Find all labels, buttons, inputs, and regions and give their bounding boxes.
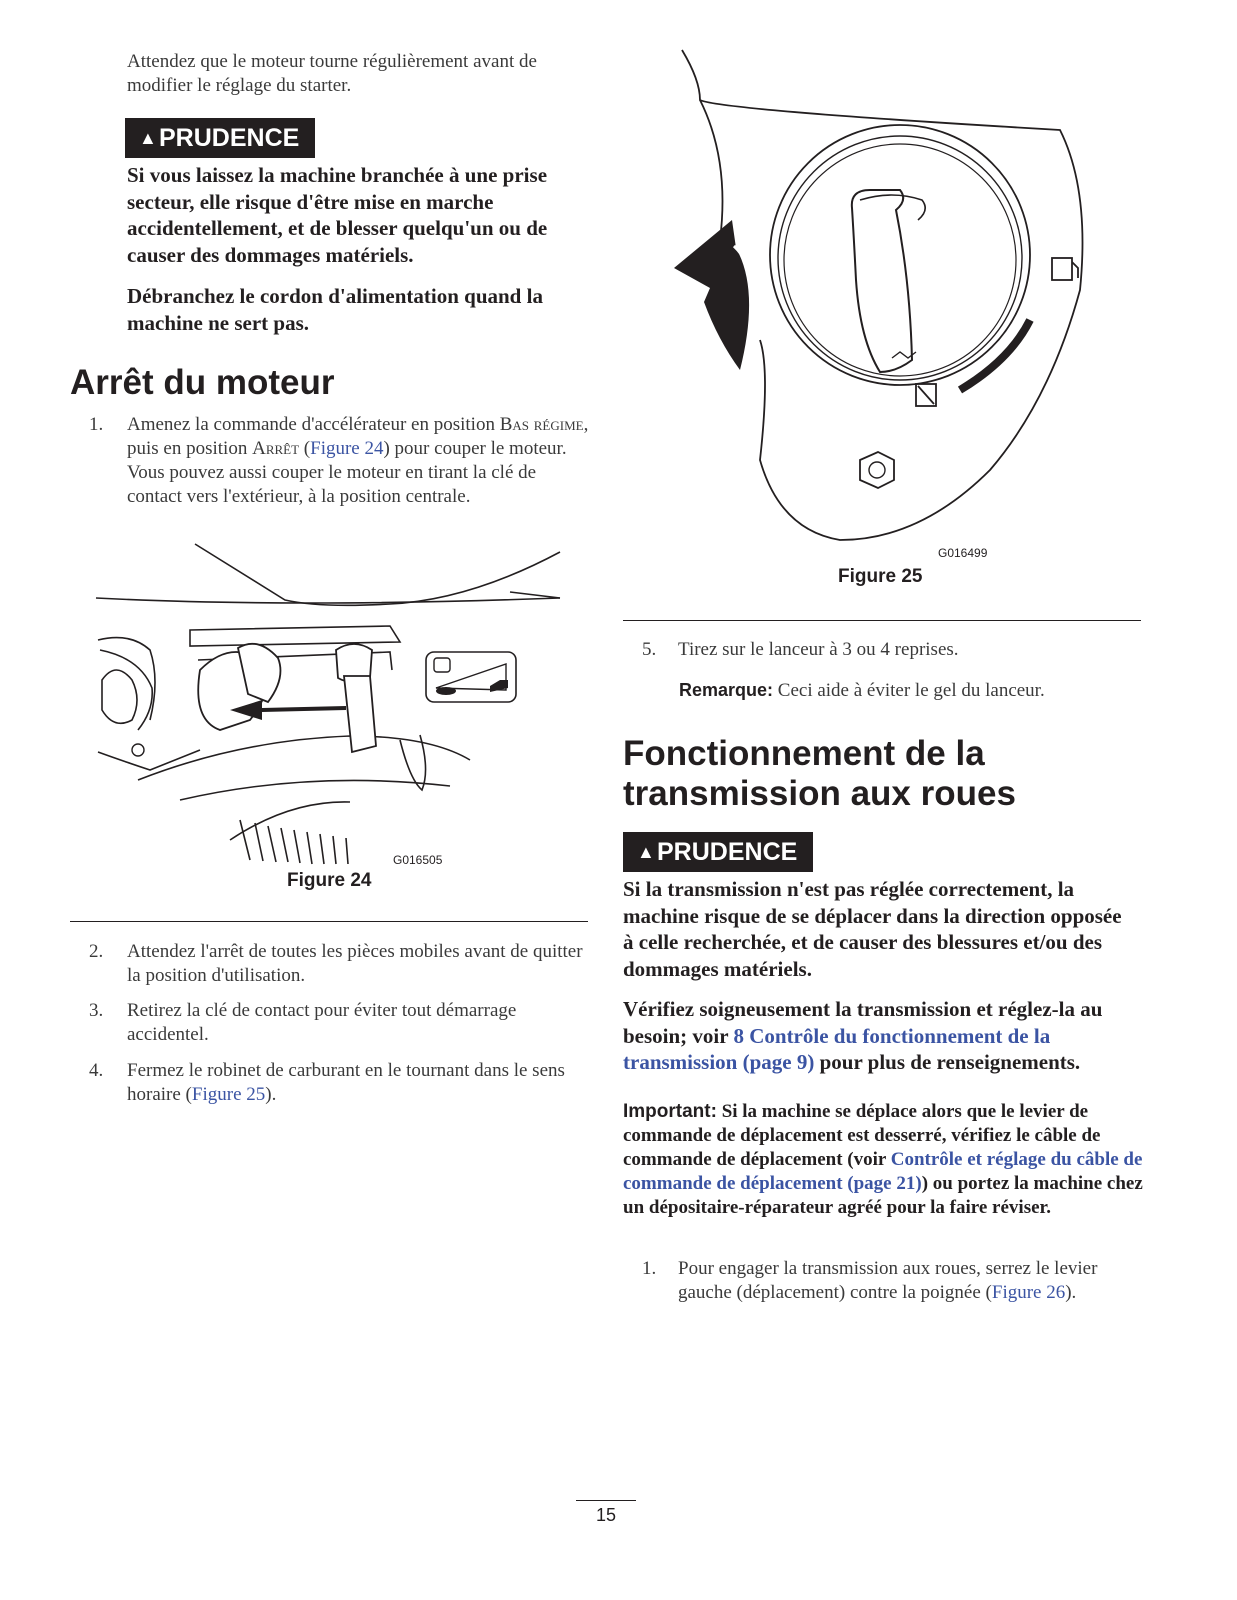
intro-paragraph: Attendez que le moteur tourne régulièrement avant de modifier le réglage du starter. [127,51,537,96]
step-number: 2. [89,941,104,962]
step-text: Retirez la clé de contact pour éviter tout démarrage accidentel. [127,1000,517,1045]
step-text: , puis en position [127,414,589,459]
caution-label: PRUDENCE [159,124,300,152]
caution-text: Vérifiez soigneusement la transmission et réglez-la au besoin; voir [623,997,1103,1048]
figure-25-caption: Figure 25 [838,566,923,587]
caution-badge-2 [623,832,813,872]
caution-2-text: Si la transmission n'est pas réglée correctement, la machine risque de se déplacer dans la direction opposée à celle recherchée, et de causer des blessures et/ou des dommages matériels. [623,877,1122,981]
step-3-stop [89,999,589,1049]
step-text: ). [265,1084,277,1105]
step-5-stop [642,638,1142,668]
important-text: ) ou portez la machine chez un dépositaire-réparateur agréé pour la faire réviser. [623,1173,1143,1218]
step-number: 5. [642,639,657,660]
step-text: ( [299,438,311,459]
note-label: Remarque: [679,680,774,700]
important-text: Si la machine se déplace alors que le levier de commande de déplacement est desserré, vérifiez le câble de commande de déplacement (voir [623,1101,1101,1170]
figure-25-code: G016499 [938,546,988,560]
step-4-stop [89,1059,589,1109]
figure-25-divider [623,620,1141,621]
position-bas-regime: Bas régime [499,414,584,435]
step-2-stop [89,940,589,990]
caution-1-text: Si vous laissez la machine branchée à une prise secteur, elle risque d'être mise en marche accidentellement, et de blesser quelqu'un ou de causer des dommages matériels. [127,163,548,267]
important-label: Important: [623,1101,717,1122]
step-text: Amenez la commande d'accélérateur en position [127,414,500,435]
figure-26-link[interactable]: Figure 26 [991,1282,1066,1303]
caution-badge-1 [125,118,315,158]
step-number: 1. [642,1258,657,1279]
step-text: ) pour couper le moteur. Vous pouvez aussi couper le moteur en tirant la clé de contact vers l'extérieur, à la position centrale. [127,438,567,507]
figure-24-link[interactable]: Figure 24 [310,438,384,459]
caution-1-action: Débranchez le cordon d'alimentation quand la machine ne sert pas. [127,284,543,335]
position-arret: Arrêt [252,438,300,459]
step-text: ). [1065,1282,1077,1303]
step-number: 3. [89,1000,104,1021]
step-text: Tirez sur le lanceur à 3 ou 4 reprises. [678,639,959,660]
step-number: 1. [89,414,104,435]
figure-24-illustration [90,540,570,865]
step-1-stop [89,413,589,533]
step-number: 4. [89,1060,104,1081]
figure-25-link[interactable]: Figure 25 [191,1084,266,1105]
figure-24-divider [70,921,588,922]
warning-icon: ▲ [139,128,157,148]
note-text: Ceci aide à éviter le gel du lanceur. [777,680,1045,701]
caution-label: PRUDENCE [657,838,798,866]
caution-2-action [623,996,1143,1076]
figure-24-code: G016505 [393,853,443,867]
page-number: 15 [596,1505,617,1525]
important-paragraph [623,1100,1143,1220]
section-heading-transmission: Fonctionnement de la transmission aux roues [623,734,1016,813]
cable-adjust-link[interactable]: Contrôle et réglage du câble de commande de déplacement (page 21) [623,1149,1143,1194]
figure-25-illustration [660,40,1120,560]
step-text: Fermez le robinet de carburant en le tournant dans le sens horaire ( [127,1060,565,1105]
section-heading-arret: Arrêt du moteur [70,363,335,402]
step-text: Attendez l'arrêt de toutes les pièces mobiles avant de quitter la position d'utilisation. [127,941,583,986]
transmission-check-link[interactable]: 8 Contrôle du fonctionnement de la transmission (page 9) [623,1023,1051,1074]
step-1-transmission [642,1257,1142,1307]
footer-rule [576,1500,636,1501]
warning-icon: ▲ [637,842,655,862]
caution-text: pour plus de renseignements. [814,1050,1081,1074]
figure-24-caption: Figure 24 [287,870,372,891]
step-text: Pour engager la transmission aux roues, serrez le levier gauche (déplacement) contre la poignée ( [678,1258,1098,1303]
note-paragraph [679,678,1139,703]
